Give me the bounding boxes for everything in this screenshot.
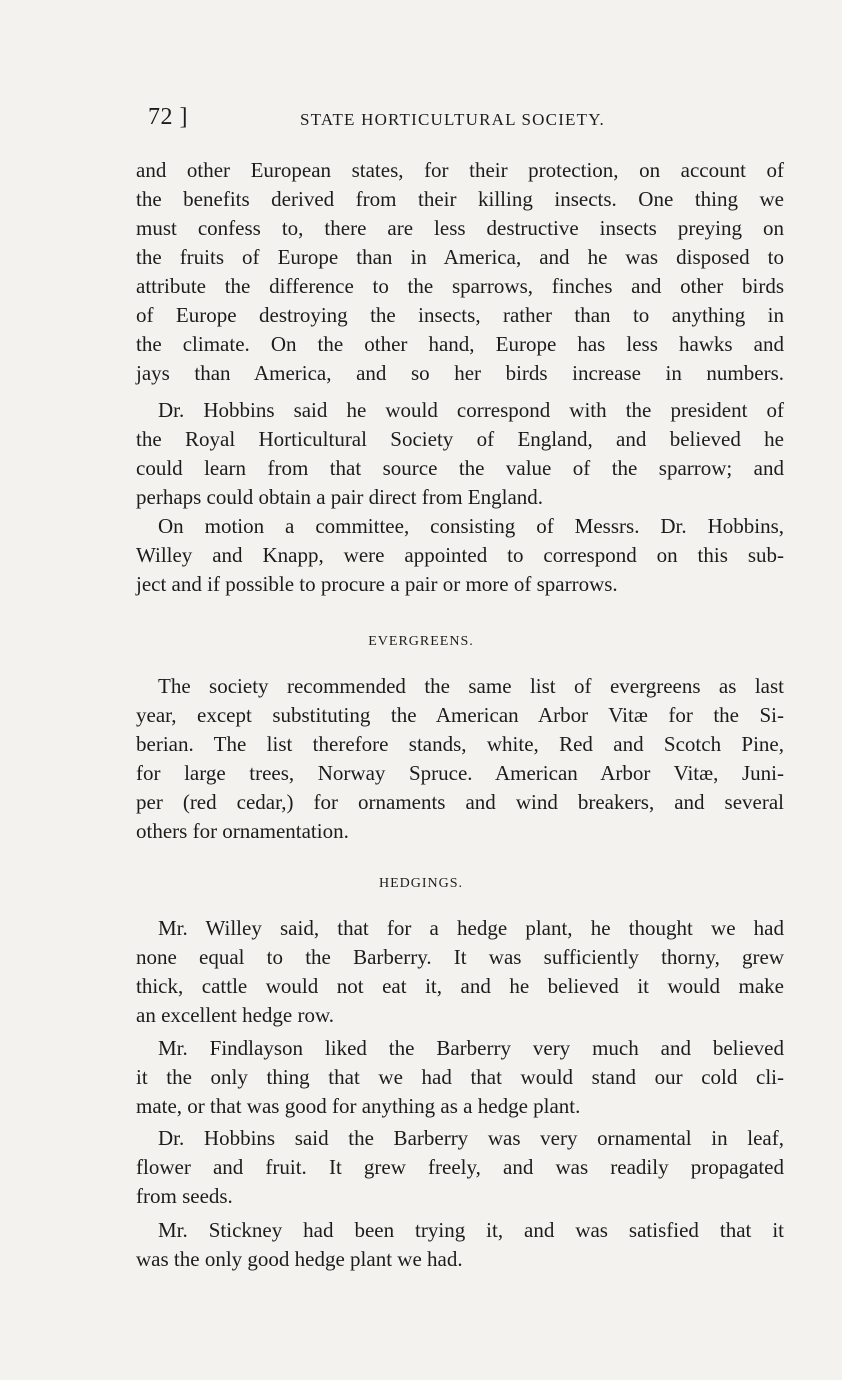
text-line: per (red cedar,) for ornaments and wind breakers, and several [136,790,784,814]
text-line: Willey and Knapp, were appointed to correspond on this sub- [136,543,784,567]
text-line: none equal to the Barberry. It was sufficiently thorny, grew [136,945,784,969]
page-header [148,104,788,140]
text-line: of Europe destroying the insects, rather than to anything in [136,303,784,327]
text-line: year, except substituting the American Arbor Vitæ for the Si- [136,703,784,727]
text-line: berian. The list therefore stands, white, Red and Scotch Pine, [136,732,784,756]
text-line: Dr. Hobbins said the Barberry was very ornamental in leaf, [158,1126,784,1150]
paragraph-hobbins-correspond [136,396,784,512]
text-line: thick, cattle would not eat it, and he believed it would make [136,974,784,998]
text-line: for large trees, Norway Spruce. American Arbor Vitæ, Juni- [136,761,784,785]
paragraph-willey [136,914,784,1030]
text-line: mate, or that was good for anything as a hedge plant. [136,1094,581,1118]
paragraph-stickney [136,1216,784,1274]
text-line: ject and if possible to procure a pair or more of sparrows. [136,572,618,596]
text-line: flower and fruit. It grew freely, and was readily propagated [136,1155,784,1179]
text-line: Dr. Hobbins said he would correspond with the president of [158,398,784,422]
page-number: 72 ] [148,104,188,130]
section-heading-evergreens: EVERGREENS. [368,634,474,649]
running-head: STATE HORTICULTURAL SOCIETY. [300,110,605,129]
text-line: could learn from that source the value of the sparrow; and [136,456,784,480]
text-line: an excellent hedge row. [136,1003,335,1027]
text-line: the Royal Horticultural Society of England, and believed he [136,427,784,451]
text-line: The society recommended the same list of evergreens as last [158,674,784,698]
text-line: it the only thing that we had that would stand our cold cli- [136,1065,784,1089]
text-line: jays than America, and so her birds increase in numbers. [136,361,784,385]
text-line: Mr. Willey said, that for a hedge plant, he thought we had [158,916,784,940]
text-line: the benefits derived from their killing insects. One thing we [136,187,784,211]
paragraph-hobbins-barberry [136,1124,784,1211]
paragraph-findlayson [136,1034,784,1121]
paragraph-evergreens [136,672,784,846]
paragraph-motion [136,512,784,599]
text-line: the climate. On the other hand, Europe has less hawks and [136,332,784,356]
text-line: On motion a committee, consisting of Messrs. Dr. Hobbins, [158,514,784,538]
text-line: was the only good hedge plant we had. [136,1247,463,1271]
text-line: must confess to, there are less destructive insects preying on [136,216,784,240]
text-line: Mr. Findlayson liked the Barberry very much and believed [158,1036,784,1060]
text-line: attribute the difference to the sparrows, finches and other birds [136,274,784,298]
paragraph-intro [136,156,784,388]
text-line: others for ornamentation. [136,819,349,843]
text-line: from seeds. [136,1184,233,1208]
section-heading-hedgings: HEDGINGS. [378,876,464,891]
text-line: Mr. Stickney had been trying it, and was satisfied that it [158,1218,784,1242]
text-line: perhaps could obtain a pair direct from England. [136,485,544,509]
text-line: and other European states, for their protection, on account of [136,158,784,182]
text-line: the fruits of Europe than in America, and he was disposed to [136,245,784,269]
